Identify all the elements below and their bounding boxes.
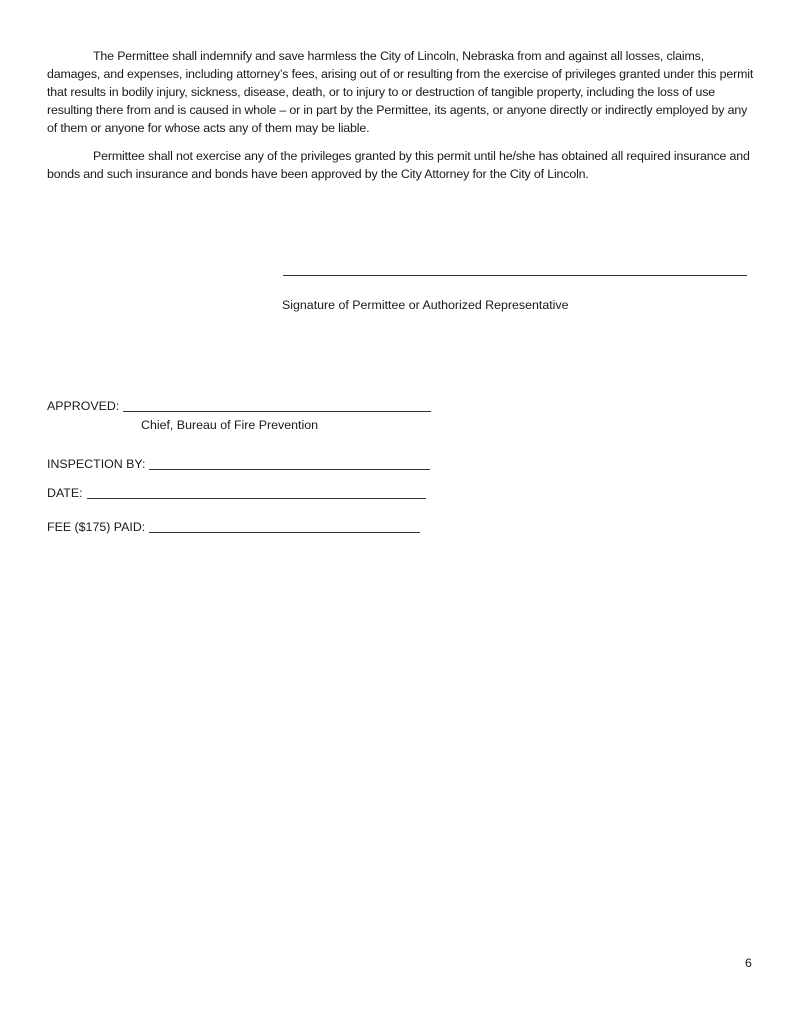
inspection-by-field (47, 455, 430, 473)
insurance-text: Permittee shall not exercise any of the privileges granted by this permit until he/she has obtained all required insurance and bonds and such insurance and bonds have been approved by the City Attorney for the City of Lincoln. (47, 149, 750, 181)
approved-label: APPROVED: (47, 399, 120, 413)
approved-field (47, 397, 431, 415)
date-blank-line[interactable] (87, 485, 426, 499)
signature-label: Signature of Permittee or Authorized Representative (282, 298, 569, 312)
approved-blank-line[interactable] (123, 398, 431, 412)
indemnification-paragraph (47, 47, 759, 137)
fee-paid-label: FEE ($175) PAID: (47, 520, 146, 534)
fee-paid-blank-line[interactable] (149, 519, 420, 533)
page-number: 6 (745, 956, 752, 970)
signature-line[interactable] (283, 275, 747, 276)
fee-paid-field (47, 518, 420, 536)
indemnification-text: The Permittee shall indemnify and save harmless the City of Lincoln, Nebraska from and against all losses, claims, damages, and expenses, including attorney’s fees, arising out of or resulting from the exercise of privileges granted under this permit that results in bodily injury, sickness, disease, death, or to injury to or destruction of tangible property, including the loss of use resulting there from and is caused in whole – or in part by the Permittee, its agents, or anyone directly or indirectly employed by any of them or anyone for whose acts any of them may be liable. (47, 49, 754, 135)
inspection-by-blank-line[interactable] (149, 456, 430, 470)
approved-sublabel: Chief, Bureau of Fire Prevention (141, 418, 319, 432)
date-label: DATE: (47, 486, 83, 500)
inspection-by-label: INSPECTION BY: (47, 457, 146, 471)
insurance-paragraph (47, 147, 759, 183)
date-field (47, 484, 426, 502)
